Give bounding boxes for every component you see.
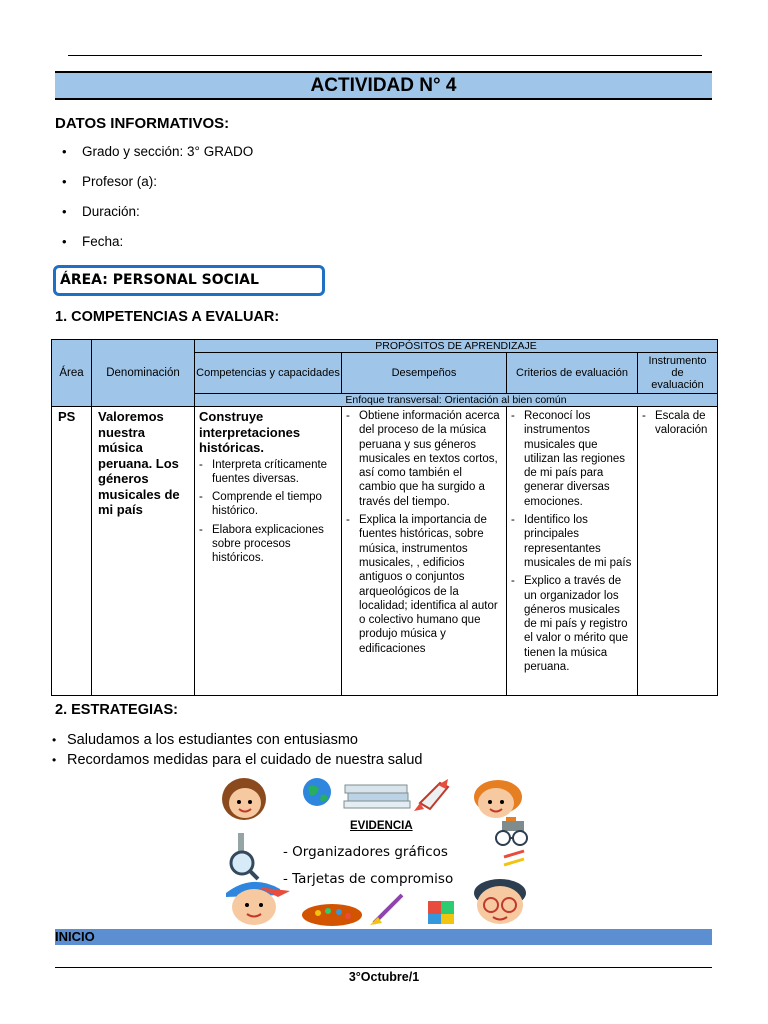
child-cap-icon	[226, 882, 290, 925]
list-item: • Grado y sección: 3° GRADO	[62, 144, 254, 159]
rocket-icon	[414, 779, 448, 811]
list-item: • Saludamos a los estudiantes con entusiasmo	[52, 732, 422, 752]
activity-title: ACTIVIDAD N° 4	[55, 71, 712, 100]
list-item: • Duración:	[62, 204, 140, 219]
books-icon	[344, 785, 410, 808]
col-desempenos-header: Desempeños	[342, 353, 507, 394]
evidencia-title: EVIDENCIA	[350, 820, 413, 832]
estrategias-list	[52, 732, 422, 772]
info-list	[62, 144, 253, 264]
enfoque-transversal: Enfoque transversal: Orientación al bien común	[195, 394, 718, 407]
evidencia-item: - Organizadores gráficos	[283, 844, 448, 860]
table-row	[52, 407, 718, 696]
list-item: - Escala de valoración	[642, 410, 708, 437]
child-girl-icon	[222, 778, 266, 820]
row-instrumento	[638, 407, 718, 696]
row-denominacion: Valoremos nuestra música peruana. Los géneros musicales de mi país	[92, 407, 195, 696]
col-criterios-header: Criterios de evaluación	[507, 353, 638, 394]
paintbrush-icon	[370, 895, 402, 925]
competencia-title: Construye interpretaciones históricas.	[199, 409, 301, 455]
list-item: • Profesor (a):	[62, 174, 158, 189]
competencias-heading: 1. COMPETENCIAS A EVALUAR:	[55, 309, 280, 325]
child-boy-icon	[474, 780, 522, 818]
magnifier-icon	[231, 852, 258, 879]
page-footer: 3°Octubre/1	[348, 970, 420, 984]
col-denominacion-header: Denominación	[92, 340, 195, 407]
palette-icon	[302, 904, 362, 926]
pencils-icon	[504, 851, 524, 865]
estrategias-heading: 2. ESTRATEGIAS:	[55, 702, 178, 718]
top-divider	[68, 55, 702, 56]
col-area-header: Área	[52, 340, 92, 407]
bullet-icon: •	[52, 753, 57, 767]
list-item: - Identifico los principales representantes musicales de mi país	[511, 514, 632, 569]
globe-icon	[303, 778, 331, 806]
list-item: - Explica la importancia de fuentes históricas, sobre música, instrumentos musicales, , edificios antiguos o conjuntos arqueológicos de la localidad; identifica al autor o colectivo humano que produjo música y edificaciones	[346, 514, 498, 655]
row-area: PS	[52, 407, 92, 696]
bullet-icon: •	[52, 733, 57, 747]
datos-heading: DATOS INFORMATIVOS:	[55, 115, 230, 132]
glasses-icon	[496, 831, 527, 845]
list-item: - Explico a través de un organizador los géneros musicales de mi país y registro el valor o mérito que tienen la música peruana.	[511, 575, 629, 674]
child-glasses-icon	[474, 879, 526, 924]
bullet-icon: •	[62, 204, 67, 219]
propositos-header: PROPÓSITOS DE APRENDIZAJE	[195, 340, 718, 353]
list-item: - Obtiene información acerca del proceso de la música peruana y sus géneros musicales en textos cortos, así como también el cambio que ha surgido a través del tiempo.	[346, 410, 500, 508]
evidencia-item: - Tarjetas de compromiso	[283, 871, 454, 887]
list-item: - Interpreta críticamente fuentes diversas.	[199, 458, 328, 485]
area-label-box: ÁREA: PERSONAL SOCIAL	[53, 265, 325, 296]
row-criterios	[507, 407, 638, 696]
list-item: - Elabora explicaciones sobre procesos históricos.	[199, 523, 324, 565]
inicio-section-bar: INICIO	[55, 929, 712, 945]
footer-divider	[55, 967, 712, 968]
row-competencias	[195, 407, 342, 696]
list-item: - Comprende el tiempo histórico.	[199, 491, 322, 518]
competencias-table	[51, 339, 718, 696]
col-competencias-header: Competencias y capacidades	[195, 353, 342, 394]
list-item: - Reconocí los instrumentos musicales que utilizan las regiones de mi país para generar diversas emociones.	[511, 410, 626, 508]
bullet-icon: •	[62, 234, 67, 249]
bullet-icon: •	[62, 174, 67, 189]
col-instrumento-header: Instrumento de evaluación	[638, 353, 718, 394]
row-desempenos	[342, 407, 507, 696]
list-item: • Recordamos medidas para el cuidado de nuestra salud	[52, 752, 422, 772]
puzzle-icon	[428, 901, 454, 924]
list-item: • Fecha:	[62, 234, 124, 249]
bullet-icon: •	[62, 144, 67, 159]
